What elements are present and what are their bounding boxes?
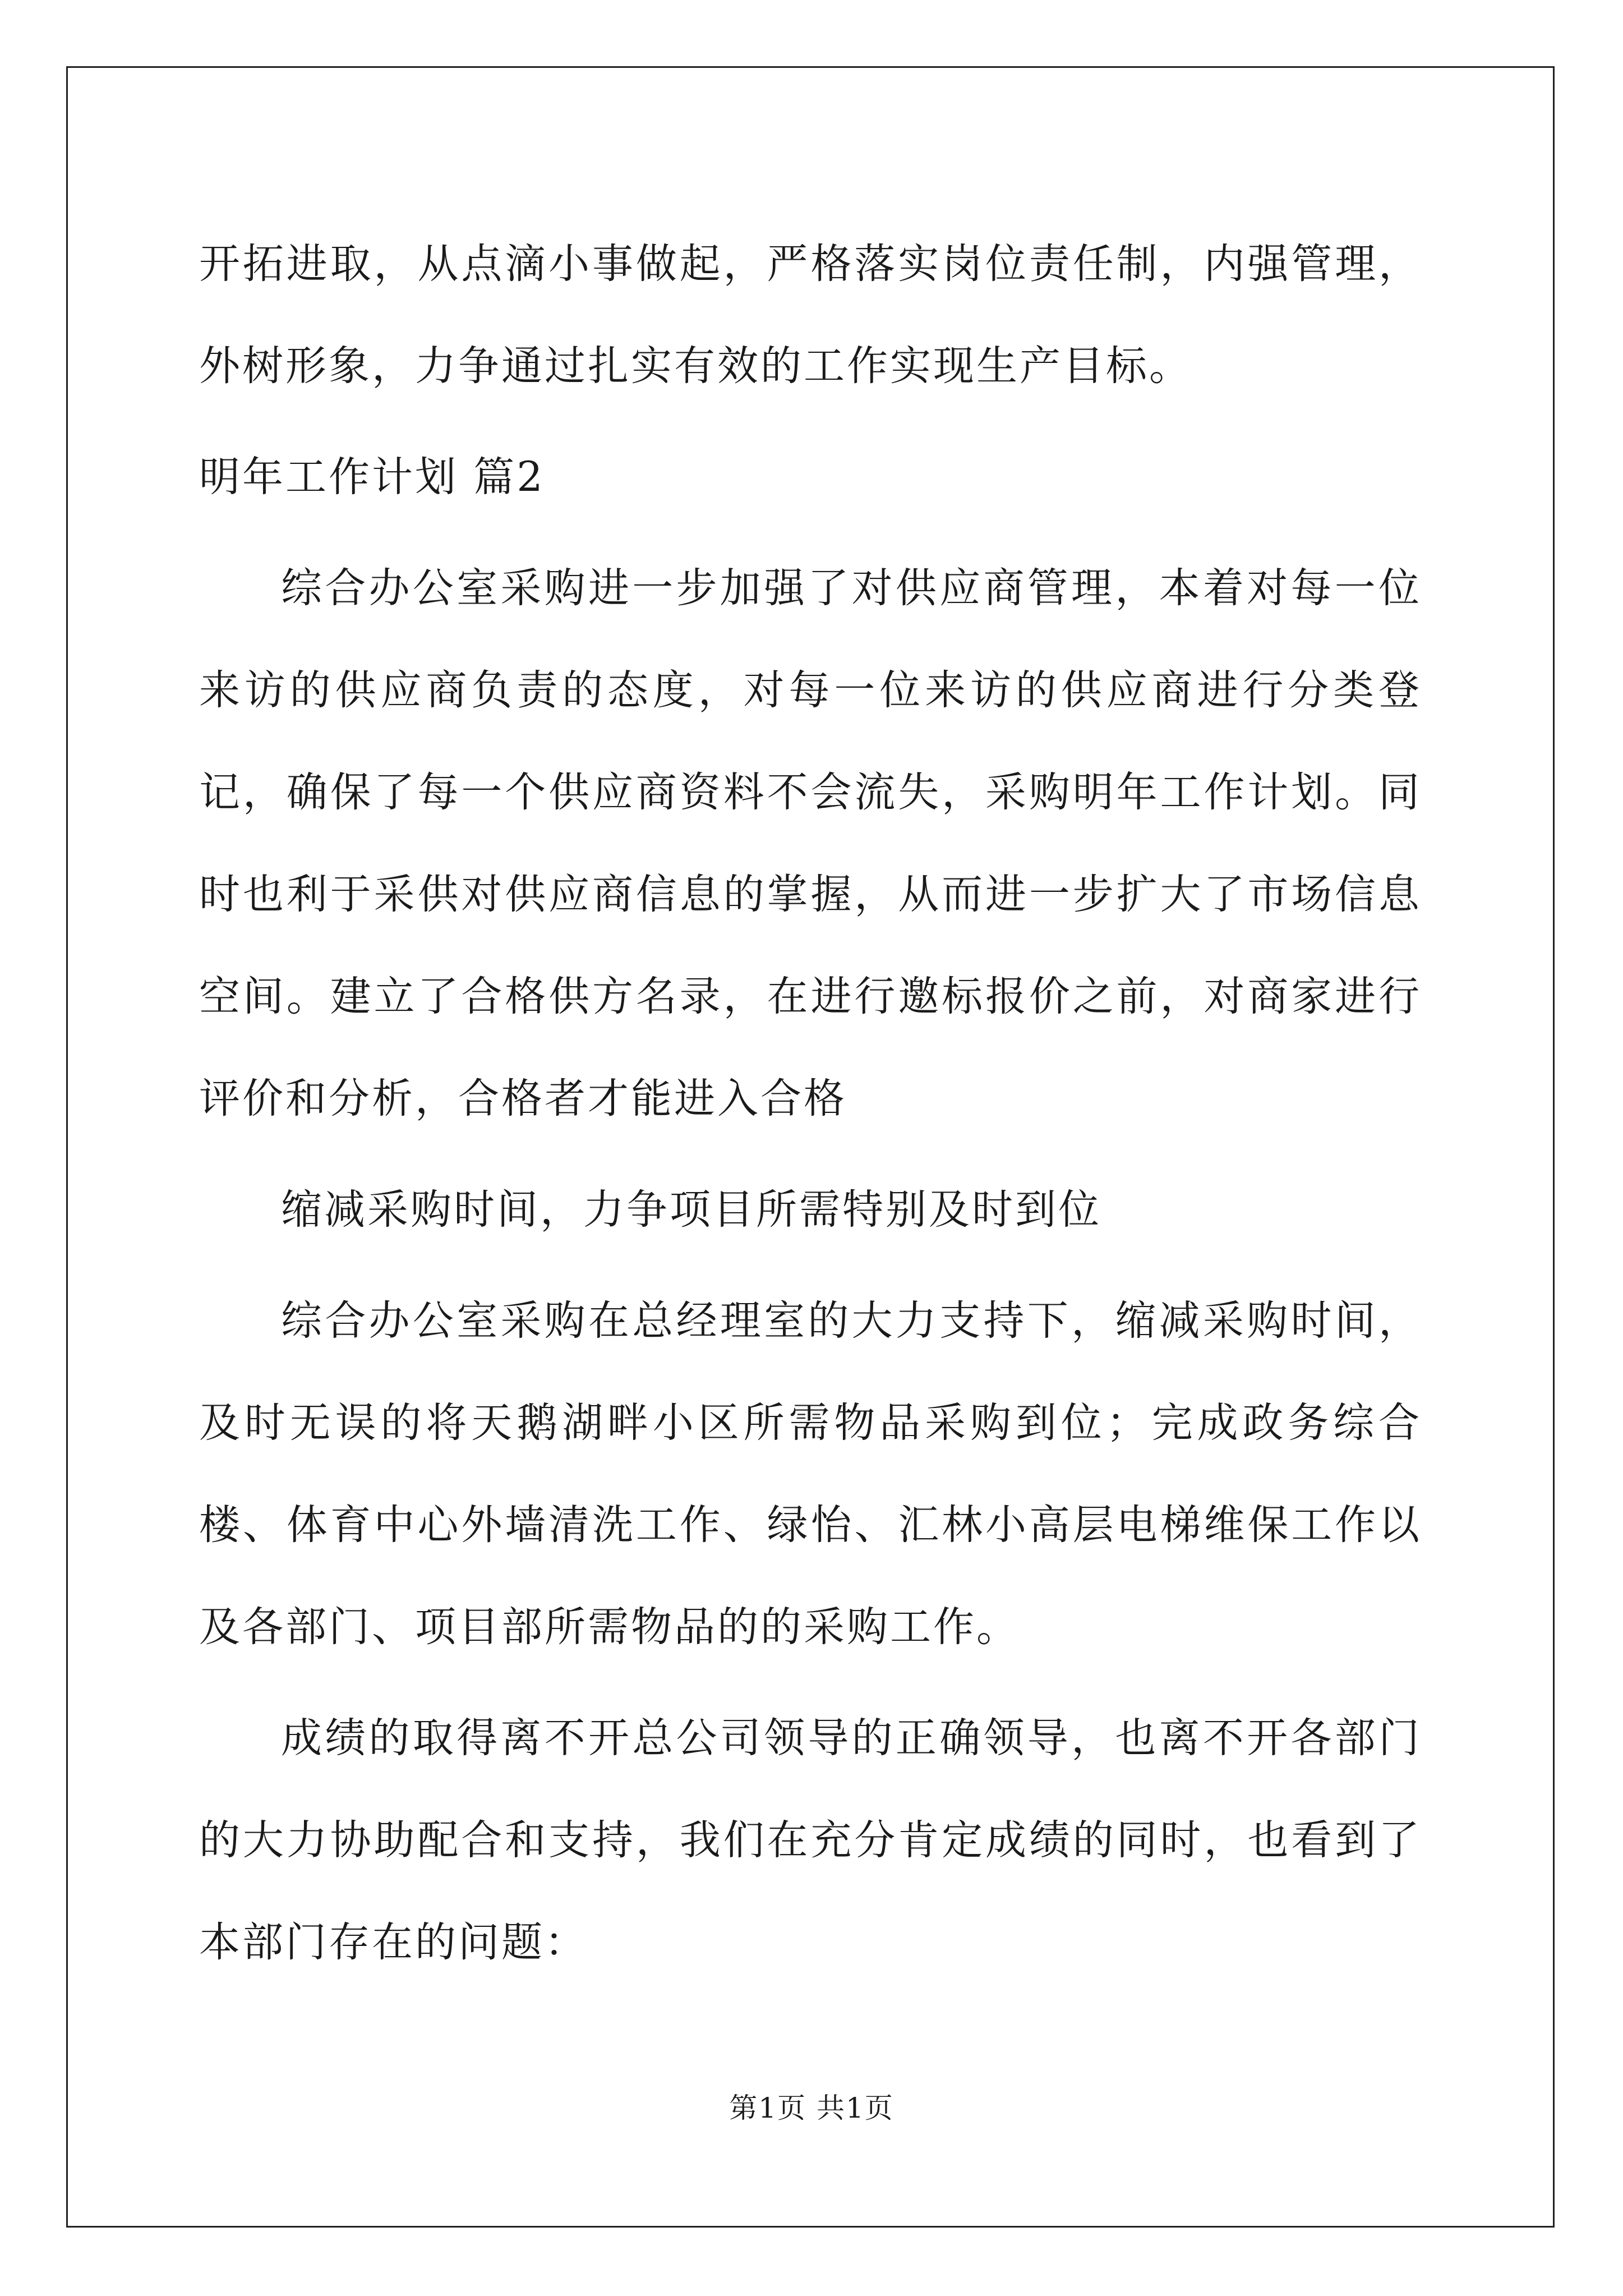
paragraph-reduce-procurement-time: 缩减采购时间，力争项目所需特别及时到位 [281, 1186, 1101, 1234]
paragraph-procurement-work: 综合办公室采购在总经理室的大力支持下，缩减采购时间，及时无误的将天鹅湖畔小区所需物品采购到位；完成政务综合楼、体育中心外墙清洗工作、绿怡、汇林小高层电梯维保工作以及各部门、项目部所需物品的的采购工作。 [199, 1297, 1422, 1651]
page-number: 第1页 共1页 [729, 2092, 894, 2124]
document-body [199, 213, 1422, 1994]
paragraph-achievements: 成绩的取得离不开总公司领导的正确领导，也离不开各部门的大力协助配合和支持，我们在充分肯定成绩的同时，也看到了本部门存在的问题： [199, 1714, 1422, 1966]
paragraph-supplier-management: 综合办公室采购进一步加强了对供应商管理，本着对每一位来访的供应商负责的态度，对每一位来访的供应商进行分类登记，确保了每一个供应商资料不会流失，采购明年工作计划。同时也利于采供对供应商信息的掌握，从而进一步扩大了市场信息空间。建立了合格供方名录，在进行邀标报价之前，对商家进行评价和分析，合格者才能进入合格 [199, 564, 1422, 1122]
paragraph-continuation: 开拓进取，从点滴小事做起，严格落实岗位责任制，内强管理，外树形象，力争通过扎实有效的工作实现生产目标。 [199, 240, 1422, 390]
section-heading: 明年工作计划 篇2 [199, 453, 545, 501]
